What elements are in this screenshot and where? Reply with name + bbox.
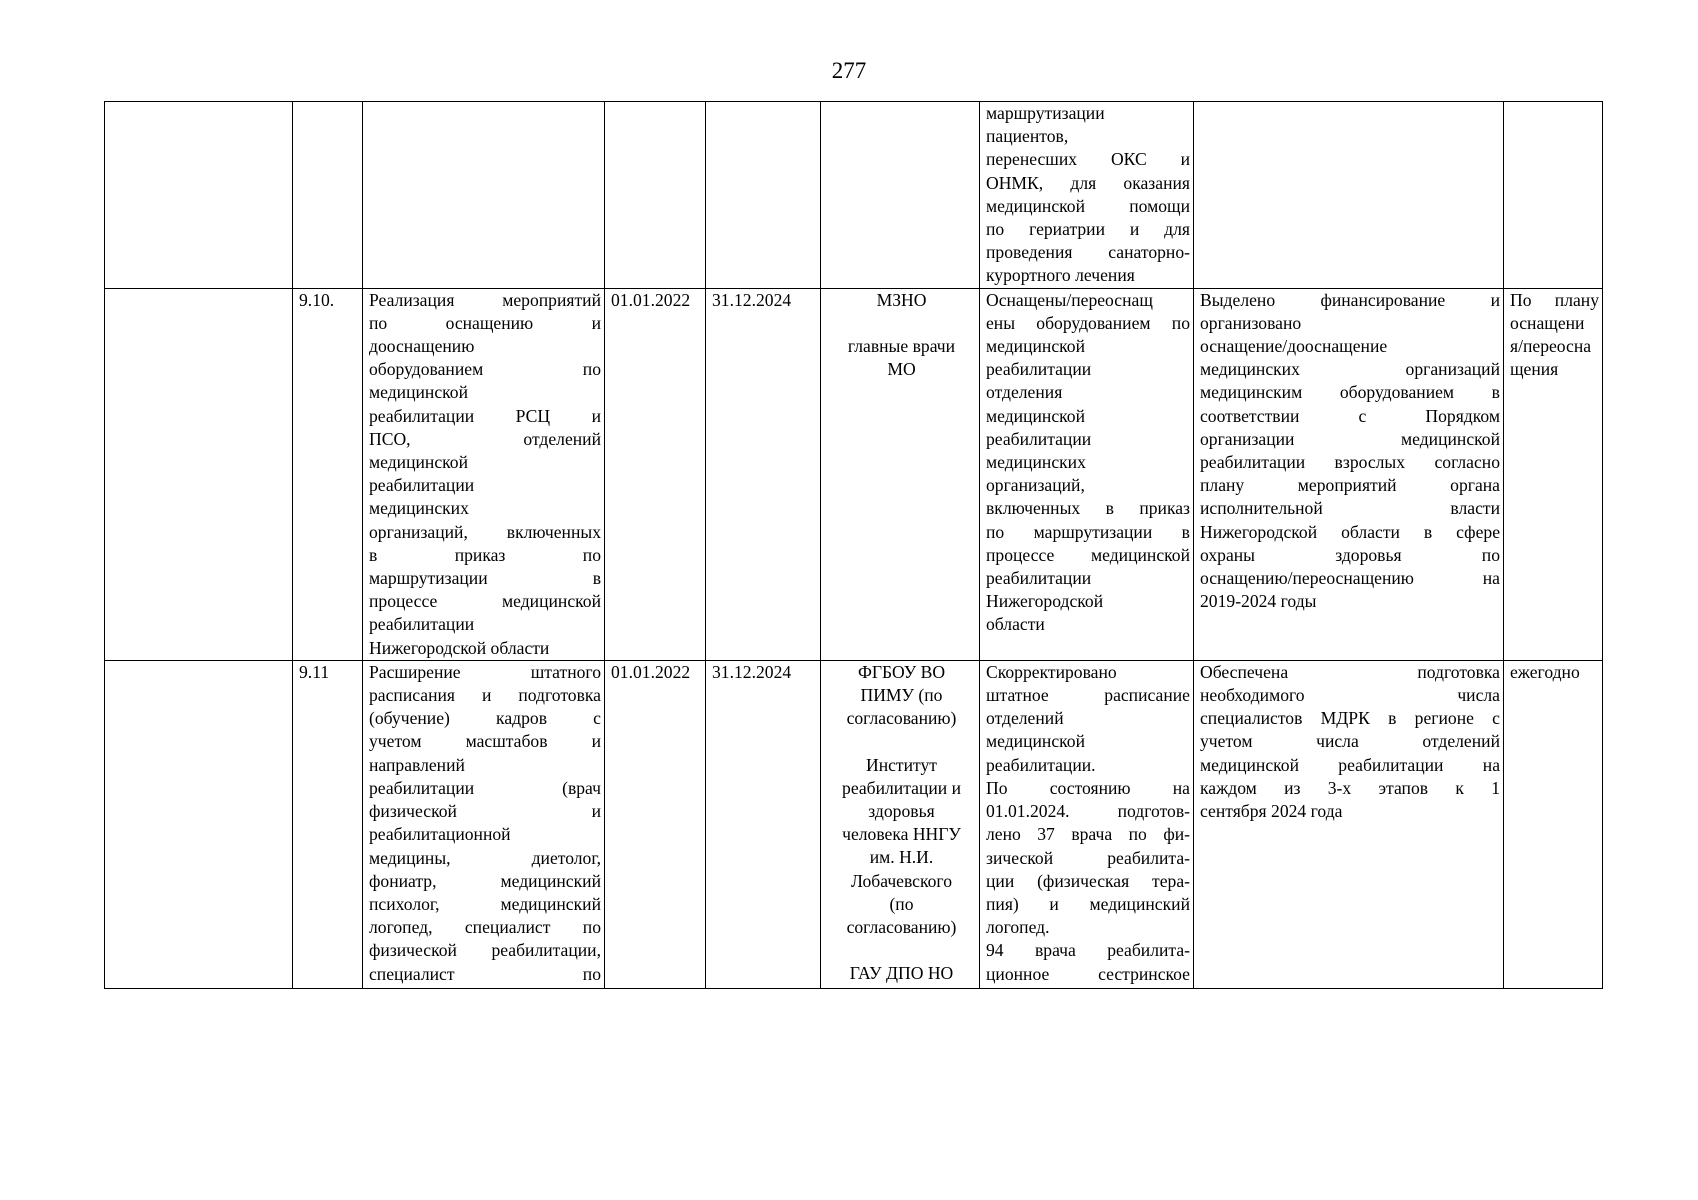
indicator-line: Обеспечена подготовка <box>1200 661 1500 682</box>
cell-end-date: 31.12.2024 <box>706 660 821 988</box>
activity-line: логопед, специалист по <box>369 917 601 938</box>
indicator-line: медицинским оборудованием в <box>1200 382 1500 403</box>
result-line: Нижегородской <box>986 591 1104 612</box>
activity-line: физической реабилитации, <box>369 940 601 961</box>
activity-line: расписания и подготовка <box>369 685 601 706</box>
indicator-line: Выделено финансирование и <box>1200 289 1500 310</box>
result-line: организаций, <box>986 475 1085 496</box>
indicator-line: организовано <box>1200 312 1302 333</box>
activity-line: медицины, диетолог, <box>369 847 601 868</box>
periodicity-line: ежегодно <box>1510 661 1580 682</box>
result-line: реабилитации <box>986 568 1092 589</box>
cell-periodicity <box>1504 288 1603 660</box>
result-line: По состоянию на <box>986 777 1190 798</box>
cell-start-date: 01.01.2022 <box>605 660 706 988</box>
result-line: медицинских <box>986 452 1086 473</box>
result-line: 01.01.2024. подготов- <box>986 801 1190 822</box>
activity-line: дооснащению <box>369 336 475 357</box>
cell-indicator <box>1194 288 1504 660</box>
activity-line: организаций, включенных <box>369 521 601 542</box>
result-line: курортного лечения <box>986 265 1135 286</box>
measures-table <box>104 101 1603 989</box>
responsible-line: реабилитации и <box>842 777 961 798</box>
result-line: Скорректировано <box>986 661 1117 682</box>
responsible-line: ПИМУ (по <box>860 685 943 706</box>
responsible-line: МЗНО <box>876 289 927 310</box>
activity-line: реабилитации (врач <box>369 777 601 798</box>
cell-responsible <box>821 660 980 988</box>
activity-line: ПСО, отделений <box>369 428 601 449</box>
cell-result <box>980 288 1194 660</box>
responsible-line: здоровья <box>868 801 935 822</box>
table-row <box>105 660 1603 988</box>
result-line: ОНМК, для оказания <box>986 172 1190 193</box>
cell-empty <box>105 102 293 289</box>
result-line: реабилитации <box>986 428 1092 449</box>
table-row-continuation <box>105 102 1603 289</box>
activity-line: фониатр, медицинский <box>369 870 601 891</box>
result-line: реабилитации <box>986 359 1092 380</box>
indicator-line: соответствии с Порядком <box>1200 405 1500 426</box>
cell-empty <box>105 288 293 660</box>
page-number: 277 <box>831 58 867 83</box>
result-line: логопед. <box>986 917 1050 938</box>
cell-responsible <box>821 288 980 660</box>
spacer <box>827 939 976 962</box>
indicator-line: учетом числа отделений <box>1200 731 1500 752</box>
activity-line: учетом масштабов и <box>369 731 601 752</box>
indicator-line: оснащению/переоснащению на <box>1200 568 1500 589</box>
activity-line: Реализация мероприятий <box>369 289 601 310</box>
responsible-line: (по <box>889 893 914 914</box>
cell-num: 9.11 <box>293 660 363 988</box>
cell-periodicity <box>1504 102 1603 289</box>
result-line: зической реабилита- <box>986 847 1190 868</box>
indicator-line: исполнительной власти <box>1200 498 1500 519</box>
indicator-line: оснащение/дооснащение <box>1200 336 1388 357</box>
indicator-line: сентября 2024 года <box>1200 801 1343 822</box>
cell-end-date: 31.12.2024 <box>706 288 821 660</box>
cell-periodicity <box>1504 660 1603 988</box>
periodicity-line: оснащени <box>1510 312 1585 333</box>
activity-line: по оснащению и <box>369 312 601 333</box>
indicator-line: специалистов МДРК в регионе с <box>1200 708 1500 729</box>
table-row <box>105 288 1603 660</box>
result-line: перенесших ОКС и <box>986 149 1190 170</box>
result-line: процессе медицинской <box>986 544 1190 565</box>
activity-line: реабилитации <box>369 614 475 635</box>
cell-indicator <box>1194 102 1504 289</box>
result-line: включенных в приказ <box>986 498 1190 519</box>
responsible-line: им. Н.И. <box>869 847 934 868</box>
spacer <box>827 312 976 335</box>
responsible-line: человека ННГУ <box>842 824 961 845</box>
activity-line: реабилитации <box>369 475 475 496</box>
cell-start-date: 01.01.2022 <box>605 288 706 660</box>
responsible-line: ФГБОУ ВО <box>857 661 946 682</box>
result-line: по маршрутизации в <box>986 521 1190 542</box>
responsible-line: МО <box>887 359 916 380</box>
cell-indicator <box>1194 660 1504 988</box>
activity-line: в приказ по <box>369 544 601 565</box>
cell-result <box>980 660 1194 988</box>
indicator-line: медицинских организаций <box>1200 359 1500 380</box>
responsible-line: ГАУ ДПО НО <box>849 963 954 984</box>
result-line: лено 37 врача по фи- <box>986 824 1190 845</box>
activity-line: психолог, медицинский <box>369 893 601 914</box>
periodicity-line: По плану <box>1510 289 1599 310</box>
activity-line: Нижегородской области <box>369 637 550 658</box>
cell-activity <box>363 288 605 660</box>
cell-num <box>293 102 363 289</box>
indicator-line: необходимого числа <box>1200 685 1500 706</box>
responsible-line: согласованию) <box>846 917 957 938</box>
result-line: медицинской <box>986 405 1085 426</box>
activity-line: медицинских <box>369 498 469 519</box>
cell-result <box>980 102 1194 289</box>
activity-line: реабилитации РСЦ и <box>369 405 601 426</box>
activity-line: медицинской <box>369 452 468 473</box>
activity-line: маршрутизации в <box>369 568 601 589</box>
activity-line: Расширение штатного <box>369 661 601 682</box>
responsible-line: Институт <box>866 754 937 775</box>
indicator-line: Нижегородской области в сфере <box>1200 521 1500 542</box>
indicator-line: реабилитации взрослых согласно <box>1200 452 1500 473</box>
activity-line: процессе медицинской <box>369 591 601 612</box>
cell-responsible <box>821 102 980 289</box>
result-line: пациентов, <box>986 126 1069 147</box>
result-line: штатное расписание <box>986 685 1190 706</box>
activity-line: реабилитационной <box>369 824 511 845</box>
cell-activity <box>363 660 605 988</box>
result-line: медицинской <box>986 336 1085 357</box>
responsible-line: главные врачи <box>847 336 956 357</box>
cell-num: 9.10. <box>293 288 363 660</box>
result-line: отделения <box>986 382 1063 403</box>
result-line: маршрутизации <box>986 103 1105 123</box>
result-line: ции (физическая тера- <box>986 870 1190 891</box>
result-line: медицинской <box>986 731 1085 752</box>
activity-line: медицинской <box>369 382 468 403</box>
cell-end-date <box>706 102 821 289</box>
result-line: пия) и медицинский <box>986 893 1190 914</box>
indicator-line: каждом из 3-х этапов к 1 <box>1200 777 1500 798</box>
result-line: 94 врача реабилита- <box>986 940 1190 961</box>
indicator-line: 2019-2024 годы <box>1200 591 1317 612</box>
result-line: реабилитации. <box>986 754 1096 775</box>
activity-line: физической и <box>369 801 601 822</box>
result-line: Оснащены/переоснащ <box>986 289 1153 310</box>
activity-line: оборудованием по <box>369 359 601 380</box>
responsible-line: Лобачевского <box>850 870 953 891</box>
spacer <box>827 730 976 753</box>
result-line: проведения санаторно- <box>986 242 1190 263</box>
responsible-line: согласованию) <box>846 708 957 729</box>
indicator-line: организации медицинской <box>1200 428 1500 449</box>
periodicity-line: я/переосна <box>1510 336 1592 357</box>
result-line: отделений <box>986 708 1064 729</box>
indicator-line: медицинской реабилитации на <box>1200 754 1500 775</box>
indicator-line: охраны здоровья по <box>1200 544 1500 565</box>
result-line: по гериатрии и для <box>986 219 1190 240</box>
activity-line: направлений <box>369 754 465 775</box>
result-line: ционное сестринское <box>986 963 1190 984</box>
indicator-line: плану мероприятий органа <box>1200 475 1500 496</box>
result-line: медицинской помощи <box>986 195 1190 216</box>
result-line: области <box>986 614 1045 635</box>
result-line: ены оборудованием по <box>986 312 1190 333</box>
periodicity-line: щения <box>1510 359 1559 380</box>
activity-line: (обучение) кадров с <box>369 708 601 729</box>
cell-activity <box>363 102 605 289</box>
activity-line: специалист по <box>369 963 601 984</box>
cell-empty <box>105 660 293 988</box>
cell-start-date <box>605 102 706 289</box>
